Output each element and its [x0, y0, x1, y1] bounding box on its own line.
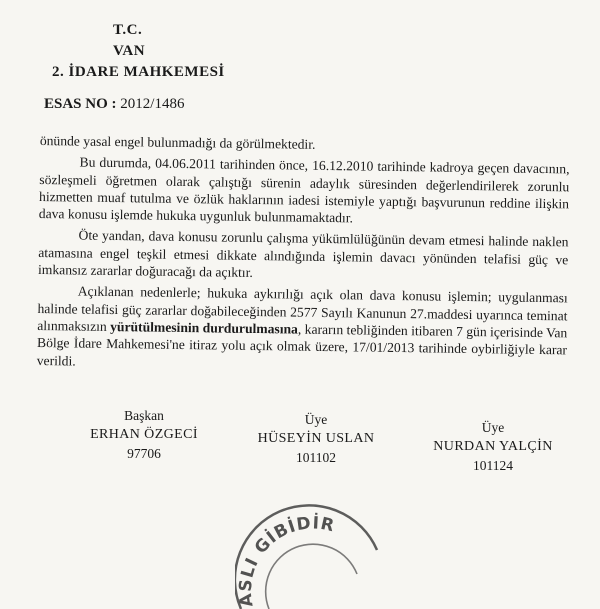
signature-number: 101102	[296, 450, 336, 465]
signature-role: Üye	[304, 412, 328, 427]
signature-name: HÜSEYİN USLAN	[257, 431, 375, 446]
signature-member-2	[413, 418, 573, 475]
case-number-line	[44, 96, 184, 113]
signature-name: NURDAN YALÇİN	[433, 439, 553, 454]
paragraph-continuation: önünde yasal engel bulunmadığı da görülmektedir.	[39, 132, 316, 152]
signature-name: ERHAN ÖZGECİ	[90, 427, 198, 442]
case-number-label: ESAS NO :	[44, 96, 117, 112]
decision-body	[37, 132, 570, 376]
signature-role: Başkan	[124, 408, 164, 423]
verdict-text-start: Açıklanan nedenlerle; hukuka aykırılığı açık olan dava konusu işlemin; uygulanması halinde telafisi güç zararlar doğabileceğinden 2577 Sayılı Kanunun 27.maddesi uyarınca teminat alınmaksızın	[37, 283, 568, 334]
paragraph-verdict	[37, 282, 568, 376]
asli-gibidir-stamp	[235, 498, 385, 609]
case-number: 2012/1486	[120, 96, 185, 112]
signature-role: Üye	[481, 420, 505, 435]
signature-president	[64, 406, 224, 463]
stamp-text: ASLI GİBİDİR	[235, 513, 337, 609]
verdict-text-end: , kararın tebliğinden itibaren 7 gün içerisinde Van Bölge İdare Mahkemesi'ne itiraz yolu açık olmak üzere, 17/01/2013 tarihinde oybirliğiyle karar verildi.	[36, 321, 568, 369]
verdict-bold-decision: yürütülmesinin durdurulmasına	[110, 318, 299, 337]
signature-member-1	[236, 410, 396, 467]
signature-number: 101124	[473, 458, 513, 473]
paragraph-evaluation: Bu durumda, 04.06.2011 tarihinden önce, 16.12.2010 tarihinde kadroya geçen davacının, sözleşmeli öğretmen olarak çalıştığı sürenin adaylık süresinden değerlendirilerek zorunlu hizmetten muaf tutulma ve özlük haklarının iadesi istemiyle yaptığı başvurunun reddine ilişkin dava konusu işlemde hukuka uygunluk bulunmamaktadır.	[38, 154, 570, 226]
svg-text:ASLI GİBİDİR	[236, 511, 337, 608]
header-tc: T.C.	[113, 22, 143, 38]
header-city: VAN	[113, 43, 146, 59]
paragraph-harm: Öte yandan, dava konusu zorunlu çalışma yükümlülüğünün devam etmesi halinde naklen atamasına engel teşkil etmesi dikkate alındığında işlemin davacı yönünden telafisi güç ve imkansız zararlar doğuracağı da açıktır.	[37, 228, 569, 281]
court-name: 2. İDARE MAHKEMESİ	[52, 64, 225, 80]
signature-number: 97706	[127, 446, 161, 461]
